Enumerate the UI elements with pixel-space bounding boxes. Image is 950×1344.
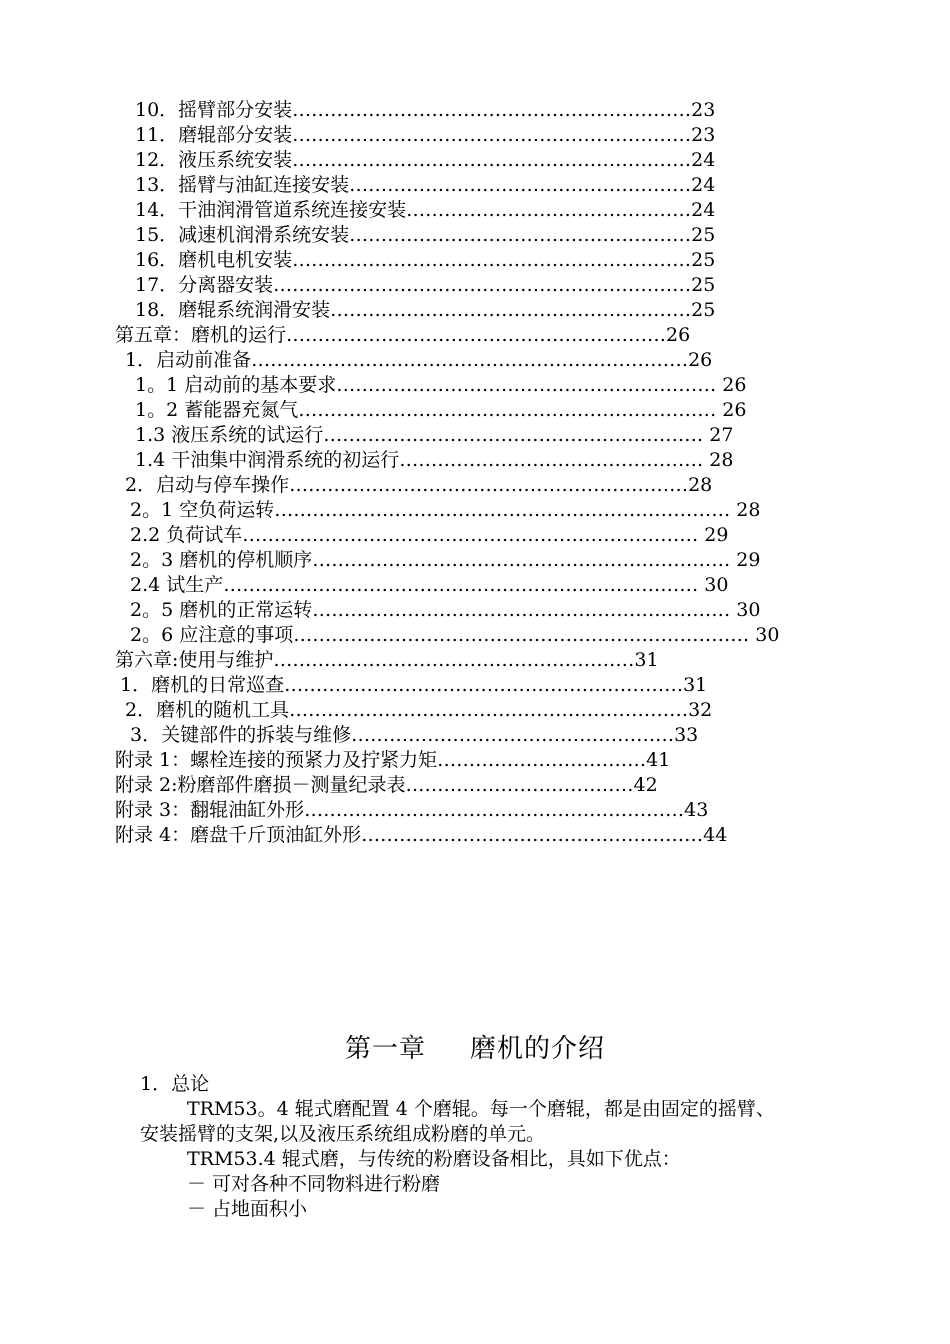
toc-entry[interactable]: 2。5 磨机的正常运转………………………………………………………… 30 [130,599,761,621]
toc-entry[interactable]: 18．磨辊系统润滑安装…………………………………………………25 [135,299,716,321]
paragraph-line: TRM53.4 辊式磨，与传统的粉磨设备相比，具如下优点： [187,1148,681,1170]
toc-entry[interactable]: 16．磨机电机安装………………………………………………………25 [135,249,716,271]
paragraph-line: 安装摇臂的支架,以及液压系统组成粉磨的单元。 [140,1123,546,1145]
toc-entry[interactable]: 3．关键部件的拆装与维修……………………………………………33 [130,724,699,746]
toc-entry[interactable]: 附录 4：磨盘千斤顶油缸外形………………………………………………44 [115,824,728,846]
toc-entry[interactable]: 11．磨辊部分安装………………………………………………………23 [135,124,716,146]
chapter-heading [0,1028,950,1065]
toc-entry[interactable]: 2．磨机的随机工具………………………………………………………32 [125,699,713,721]
toc-entry[interactable]: 1。1 启动前的基本要求…………………………………………………… 26 [135,374,747,396]
toc-entry[interactable]: 1．启动前准备……………………………………………………………26 [125,349,713,371]
paragraph-line: TRM53。4 辊式磨配置 4 个磨辊。每一个磨辊，都是由固定的摇臂、 [187,1098,775,1120]
toc-entry[interactable]: 1．磨机的日常巡查………………………………………………………31 [120,674,708,696]
list-item: － 占地面积小 [187,1198,308,1220]
chapter-name: 磨机的介绍 [470,1034,606,1064]
toc-entry[interactable]: 第五章：磨机的运行……………………………………………………26 [115,324,691,346]
section-heading: 1．总论 [140,1073,210,1095]
chapter-number: 第一章 [344,1034,426,1064]
toc-entry[interactable]: 2。1 空负荷运转……………………………………………………………… 28 [130,499,761,521]
toc-entry[interactable]: 第六章:使用与维护…………………………………………………31 [115,649,659,671]
toc-entry[interactable]: 15．减速机润滑系统安装………………………………………………25 [135,224,716,246]
toc-entry[interactable]: 附录 2:粉磨部件磨损－测量纪录表………………………………42 [115,774,658,796]
toc-entry[interactable]: 2.2 负荷试车……………………………………………………………… 29 [130,524,729,546]
toc-entry[interactable]: 10．摇臂部分安装………………………………………………………23 [135,99,716,121]
toc-entry[interactable]: 12．液压系统安装………………………………………………………24 [135,149,716,171]
toc-entry[interactable]: 2．启动与停车操作………………………………………………………28 [125,474,713,496]
toc-entry[interactable]: 17．分离器安装…………………………………………………………25 [135,274,716,296]
toc-entry[interactable]: 附录 1：螺栓连接的预紧力及拧紧力矩……………………………41 [115,749,671,771]
list-item: － 可对各种不同物料进行粉磨 [187,1173,441,1195]
toc-entry[interactable]: 1.4 干油集中润滑系统的初运行………………………………………… 28 [135,449,734,471]
toc-entry[interactable]: 1。2 蓄能器充氮气………………………………………………………… 26 [135,399,747,421]
toc-entry[interactable]: 2。3 磨机的停机顺序………………………………………………………… 29 [130,549,761,571]
toc-entry[interactable]: 2。6 应注意的事项……………………………………………………………… 30 [130,624,780,646]
toc-entry[interactable]: 14．干油润滑管道系统连接安装………………………………………24 [135,199,716,221]
toc-entry[interactable]: 1.3 液压系统的试运行…………………………………………………… 27 [135,424,734,446]
toc-entry[interactable]: 13．摇臂与油缸连接安装………………………………………………24 [135,174,716,196]
toc-entry[interactable]: 附录 3：翻辊油缸外形……………………………………………………43 [115,799,709,821]
toc-entry[interactable]: 2.4 试生产………………………………………………………………… 30 [130,574,729,596]
